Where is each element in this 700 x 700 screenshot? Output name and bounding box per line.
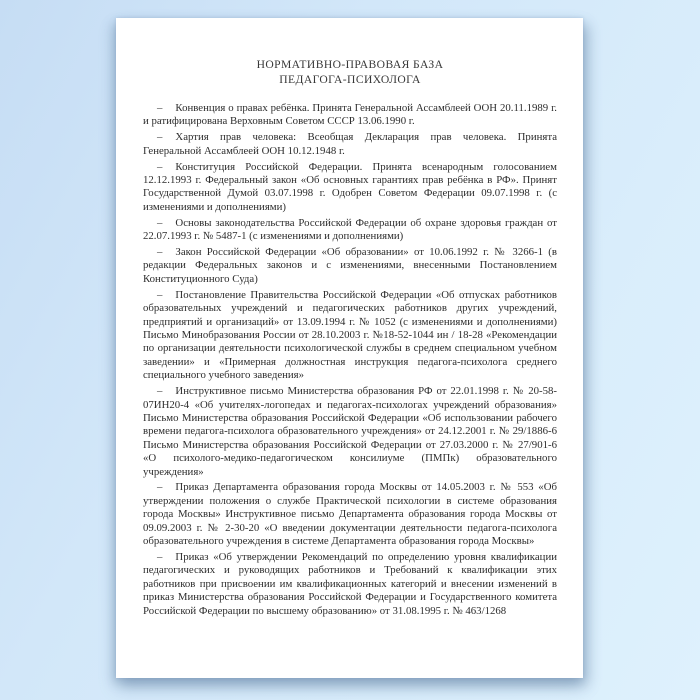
legal-reference-item: – Постановление Правительства Российской Федерации «Об отпусках работников образовательных учреждений и педагогических работников других учреждений, предприятий и организаций» от 13.09.1994 г. № 1052 (с изменениями и дополнениями) Письмо Минобразования России от 28.10.2003 г. №18-52-1044 ин / 18-28 «Рекомендации по организации деятельности психологической службы в среднем специальном учебном заведении» и «Примерная должностная инструкция педагога-психолога среднего специального учебного заведения» <box>143 288 557 382</box>
legal-reference-item: – Приказ «Об утверждении Рекомендаций по определению уровня квалификации педагогических и руководящих работников и Требований к квалификации этих работников при присвоении им квалификационных категорий и внесении изменений в приказ Министерства образования Российской Федерации и Государственного комитета Российской Федерации по высшему образованию» от 31.08.1995 г. № 463/1268 <box>143 551 557 617</box>
bullet-dash: – <box>157 551 163 563</box>
legal-reference-item: – Инструктивное письмо Министерства образования РФ от 22.01.1998 г. № 20-58-07ИН20-4 «Об учителях-логопедах и педагогах-психологах учреждений образования» Письмо Министерства образования Российской Федерации «Об использовании рабочего времени педагога-психолога образовательного учреждения» от 24.12.2001 г. № 29/1886-6 Письмо Министерства образования Российской Федерации от 27.03.2000 г. № 27/901-6 «О психолого-медико-педагогическом консилиуме (ПМПк) образовательного учреждения» <box>143 385 557 478</box>
legal-reference-item: – Конституция Российской Федерации. Принята всенародным голосованием 12.12.1993 г. Федеральный закон «Об основных гарантиях прав ребёнка в РФ». Принят Государственной Думой 03.07.1998 г. Одобрен Советом Федерации 09.07.1998 г. (с изменениями и дополнениями) <box>143 160 557 213</box>
legal-reference-item: – Хартия прав человека: Всеобщая Декларация прав человека. Принята Генеральной Ассамблеей ООН 10.12.1948 г. <box>143 131 557 157</box>
bullet-dash: – <box>157 246 163 259</box>
document-title-line-2: ПЕДАГОГА-ПСИХОЛОГА <box>279 73 421 86</box>
legal-reference-item: – Закон Российской Федерации «Об образовании» от 10.06.1992 г. № 3266-1 (в редакции Федеральных законов и с изменениями, внесенными Постановлением Конституционного Суда) <box>143 246 557 285</box>
bullet-dash: – <box>157 385 163 398</box>
bullet-dash: – <box>157 160 163 173</box>
bullet-dash: – <box>157 481 163 494</box>
document-body <box>143 102 557 618</box>
legal-reference-item: – Основы законодательства Российской Федерации об охране здоровья граждан от 22.07.1993 г. № 5487-1 (с изменениями и дополнениями) <box>143 216 557 243</box>
document-title <box>143 57 557 87</box>
bullet-dash: – <box>157 131 163 144</box>
bullet-dash: – <box>157 102 163 114</box>
bullet-dash: – <box>157 288 163 301</box>
document-page <box>116 18 583 678</box>
legal-reference-item: – Конвенция о правах ребёнка. Принята Генеральной Ассамблеей ООН 20.11.1989 г. и ратифицирована Верховным Советом СССР 13.06.1990 г. <box>143 102 557 128</box>
document-title-line-1: НОРМАТИВНО-ПРАВОВАЯ БАЗА <box>256 58 444 71</box>
bullet-dash: – <box>157 216 163 229</box>
legal-reference-item: – Приказ Департамента образования города Москвы от 14.05.2003 г. № 553 «Об утверждении положения о службе Практической психологии в системе образования города Москвы» Инструктивное письмо Департамента образования города Москвы от 09.09.2003 г. № 2-30-20 «О введении документации деятельности педагога-психолога образовательного учреждения в системе Департамента образования города Москвы» <box>143 481 557 548</box>
